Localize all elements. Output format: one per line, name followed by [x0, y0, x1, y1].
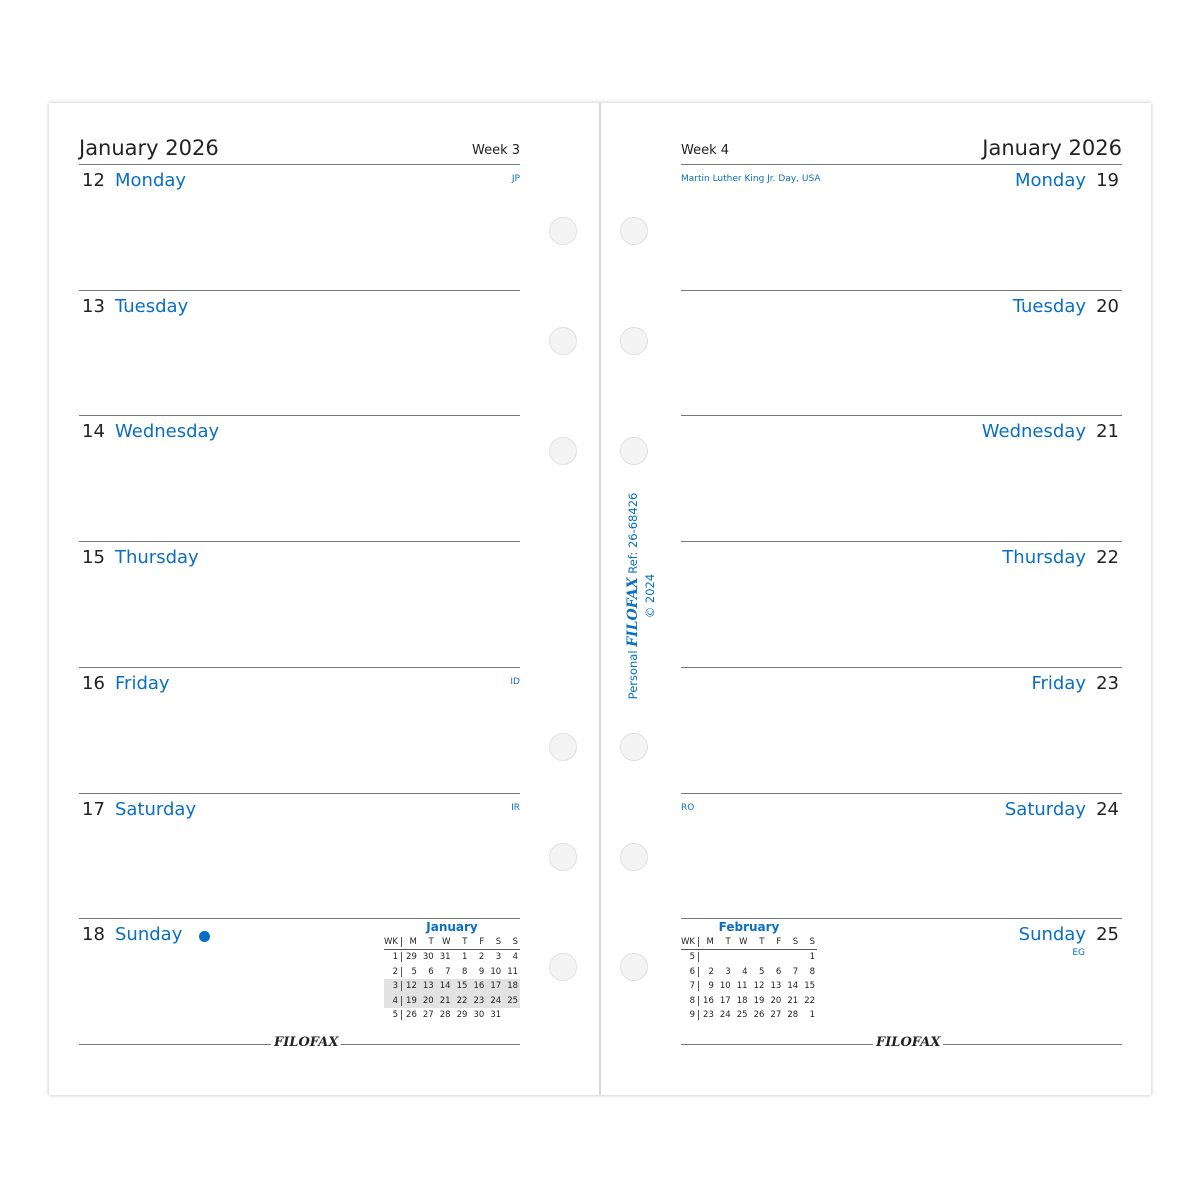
date-cell: 31 — [439, 952, 451, 963]
date-cell: 6 — [775, 966, 782, 977]
date-cell: 18 — [736, 995, 748, 1006]
date-cell: 17 — [490, 981, 502, 992]
date-cell: 23 — [473, 995, 485, 1006]
day-name: Sunday — [115, 924, 183, 945]
mini-calendar-week — [681, 965, 817, 980]
week-number: 2 — [384, 967, 402, 977]
center-fold — [599, 103, 601, 1095]
holiday-code: JP — [511, 174, 520, 184]
day-name: Sunday — [1018, 924, 1086, 945]
punch-hole — [549, 327, 577, 355]
mini-calendar-week — [384, 950, 520, 965]
date-cell: 3 — [725, 966, 731, 977]
date-cell: 17 — [719, 995, 731, 1006]
day-number: 13 — [82, 296, 105, 317]
mini-calendar-header — [681, 935, 817, 950]
date-cell: 25 — [736, 1010, 748, 1021]
day-name: Tuesday — [1012, 296, 1086, 317]
left-week-label: Week 3 — [472, 143, 521, 158]
filofax-logo: FILOFAX — [873, 1035, 943, 1050]
rule-line — [681, 667, 1122, 668]
week-number: 3 — [384, 981, 402, 991]
weekday-header: T — [759, 937, 765, 947]
mini-calendar-week — [384, 965, 520, 980]
rule-line — [681, 290, 1122, 291]
rule-line — [681, 793, 1122, 794]
date-cell: 30 — [422, 952, 434, 963]
week-number: 8 — [681, 996, 699, 1006]
day-name: Thursday — [115, 547, 199, 568]
day-number: 24 — [1096, 799, 1119, 820]
mini-calendar — [681, 920, 817, 1023]
date-cell: 8 — [809, 966, 816, 977]
date-cell: 3 — [495, 952, 502, 963]
date-cell: 18 — [507, 981, 519, 992]
weekday-header: W — [739, 937, 748, 947]
day-name: Friday — [1031, 673, 1086, 694]
weekday-header: F — [479, 937, 485, 947]
punch-hole — [620, 733, 648, 761]
day-name: Monday — [115, 170, 187, 191]
weekday-header: T — [462, 937, 468, 947]
rule-line — [79, 667, 520, 668]
week-number: 6 — [681, 967, 699, 977]
day-name: Monday — [1014, 170, 1086, 191]
holiday-code: ID — [510, 677, 520, 687]
size-label: Personal — [626, 650, 640, 700]
date-cell: 26 — [406, 1010, 417, 1021]
date-cell: 22 — [804, 995, 816, 1006]
date-cell: 30 — [473, 1010, 485, 1021]
punch-hole — [620, 437, 648, 465]
punch-hole — [620, 217, 648, 245]
week-number: 7 — [681, 981, 699, 991]
rule-line — [681, 918, 1122, 919]
date-cell: 11 — [507, 966, 519, 977]
filofax-logo: FILOFAX — [271, 1035, 341, 1050]
day-number: 14 — [82, 421, 105, 442]
mini-calendar-week — [384, 994, 520, 1009]
weekday-header: S — [495, 937, 502, 947]
right-week-label: Week 4 — [681, 143, 730, 158]
punch-hole — [549, 437, 577, 465]
day-name: Friday — [115, 673, 170, 694]
date-cell: 14 — [439, 981, 451, 992]
date-cell: 1 — [462, 952, 468, 963]
date-cell: 29 — [456, 1010, 468, 1021]
rule-line — [79, 164, 520, 165]
left-page-title: January 2026 — [79, 136, 219, 160]
date-cell: 23 — [703, 1010, 714, 1021]
date-cell: 25 — [507, 995, 519, 1006]
day-number: 22 — [1096, 547, 1119, 568]
date-cell: 12 — [753, 981, 765, 992]
rule-line — [79, 918, 520, 919]
punch-hole — [549, 953, 577, 981]
date-cell: 29 — [406, 952, 417, 963]
weekday-header: WK — [384, 937, 402, 947]
weekday-header: S — [809, 937, 816, 947]
date-cell: 5 — [759, 966, 765, 977]
rule-line — [79, 793, 520, 794]
rule-line — [681, 415, 1122, 416]
day-name: Tuesday — [115, 296, 189, 317]
date-cell: 10 — [490, 966, 502, 977]
date-cell: 16 — [703, 995, 714, 1006]
date-cell: 16 — [473, 981, 485, 992]
mini-calendar-header — [384, 935, 520, 950]
week-number: 5 — [681, 952, 699, 962]
day-number: 23 — [1096, 673, 1119, 694]
date-cell: 7 — [792, 966, 799, 977]
right-page-title: January 2026 — [982, 136, 1122, 160]
mini-calendar-week — [681, 979, 817, 994]
date-cell: 2 — [478, 952, 485, 963]
mini-calendar-week — [384, 979, 520, 994]
date-cell: 31 — [490, 1010, 502, 1021]
date-cell: 14 — [787, 981, 799, 992]
date-cell: 4 — [742, 966, 748, 977]
day-name: Thursday — [1002, 547, 1086, 568]
date-cell: 4 — [512, 952, 519, 963]
date-cell: 15 — [804, 981, 816, 992]
date-cell: 19 — [753, 995, 765, 1006]
date-cell: 1 — [809, 952, 816, 963]
rule-line — [681, 541, 1122, 542]
day-name: Wednesday — [115, 421, 220, 442]
day-number: 16 — [82, 673, 105, 694]
date-cell: 1 — [809, 1010, 816, 1021]
rule-line — [681, 164, 1122, 165]
day-name: Wednesday — [981, 421, 1086, 442]
weekday-header: S — [792, 937, 799, 947]
punch-hole — [620, 843, 648, 871]
holiday-code: EG — [1072, 948, 1085, 958]
date-cell: 24 — [490, 995, 502, 1006]
date-cell: 9 — [708, 981, 714, 992]
punch-hole — [620, 953, 648, 981]
date-cell: 21 — [439, 995, 451, 1006]
rule-line — [79, 415, 520, 416]
date-cell: 21 — [787, 995, 799, 1006]
date-cell: 7 — [445, 966, 451, 977]
mini-calendar-month: February — [718, 920, 780, 934]
weekday-header: F — [776, 937, 782, 947]
rule-line — [79, 290, 520, 291]
day-number: 17 — [82, 799, 105, 820]
weekday-header: WK — [681, 937, 699, 947]
date-cell: 20 — [422, 995, 434, 1006]
date-cell: 11 — [736, 981, 748, 992]
date-cell: 5 — [411, 966, 417, 977]
mini-calendar-week — [681, 994, 817, 1009]
sunday-dot-icon — [199, 931, 210, 942]
mini-calendar-month: January — [426, 920, 478, 934]
day-number: 18 — [82, 924, 105, 945]
date-cell: 19 — [406, 995, 417, 1006]
mini-calendar-week — [681, 1008, 817, 1023]
date-cell: 6 — [428, 966, 434, 977]
holiday-code: RO — [681, 803, 695, 813]
copyright: © 2024 — [643, 573, 657, 619]
date-cell: 28 — [439, 1010, 451, 1021]
mini-calendar-week — [681, 950, 817, 965]
date-cell: 22 — [456, 995, 468, 1006]
date-cell: 15 — [456, 981, 468, 992]
date-cell: 20 — [770, 995, 782, 1006]
week-number: 4 — [384, 996, 402, 1006]
day-number: 25 — [1096, 924, 1119, 945]
weekday-header: W — [442, 937, 451, 947]
weekday-header: M — [706, 937, 714, 947]
punch-hole — [549, 217, 577, 245]
day-number: 15 — [82, 547, 105, 568]
weekday-header: M — [409, 937, 417, 947]
day-number: 20 — [1096, 296, 1119, 317]
date-cell: 26 — [753, 1010, 765, 1021]
weekday-header: T — [428, 937, 434, 947]
mini-calendar-week — [384, 1008, 520, 1023]
date-cell: 12 — [406, 981, 417, 992]
reference-number: Ref: 26-68426 — [626, 492, 640, 574]
weekday-header: S — [512, 937, 519, 947]
rule-line — [79, 541, 520, 542]
holiday-code: IR — [511, 803, 520, 813]
punch-hole — [549, 843, 577, 871]
date-cell: 24 — [719, 1010, 731, 1021]
date-cell: 10 — [719, 981, 731, 992]
brand-logo: FILOFAX — [625, 577, 641, 647]
day-number: 19 — [1096, 170, 1119, 191]
punch-hole — [549, 733, 577, 761]
date-cell: 28 — [787, 1010, 799, 1021]
date-cell: 13 — [422, 981, 434, 992]
mini-calendar — [384, 920, 520, 1023]
date-cell: 8 — [462, 966, 468, 977]
weekday-header: T — [725, 937, 731, 947]
day-name: Saturday — [1004, 799, 1086, 820]
spine-imprint — [625, 493, 659, 700]
week-number: 5 — [384, 1010, 402, 1020]
date-cell: 27 — [422, 1010, 434, 1021]
day-number: 21 — [1096, 421, 1119, 442]
date-cell: 2 — [708, 966, 714, 977]
date-cell: 9 — [478, 966, 485, 977]
day-number: 12 — [82, 170, 105, 191]
punch-hole — [620, 327, 648, 355]
date-cell: 13 — [770, 981, 782, 992]
week-number: 1 — [384, 952, 402, 962]
date-cell: 27 — [770, 1010, 782, 1021]
holiday-code: Martin Luther King Jr. Day, USA — [681, 174, 821, 184]
day-name: Saturday — [115, 799, 197, 820]
week-number: 9 — [681, 1010, 699, 1020]
